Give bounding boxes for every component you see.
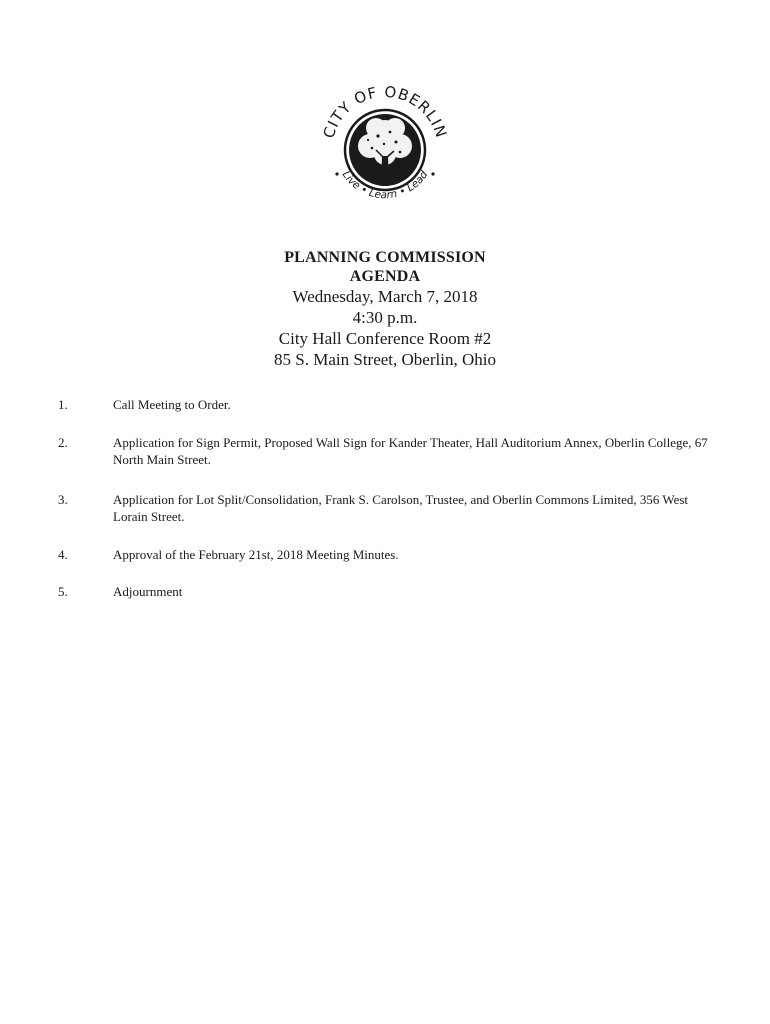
item-text: Call Meeting to Order. xyxy=(113,397,231,412)
meeting-date: Wednesday, March 7, 2018 xyxy=(292,287,478,306)
meeting-address: 85 S. Main Street, Oberlin, Ohio xyxy=(274,350,496,369)
item-text: Approval of the February 21st, 2018 Meeting Minutes. xyxy=(113,547,399,562)
agenda-item xyxy=(58,491,718,525)
commission-title: PLANNING COMMISSION xyxy=(284,249,486,266)
item-number: 2. xyxy=(58,435,68,450)
item-number: 1. xyxy=(58,397,68,412)
svg-text:CITY OF OBERLIN: CITY OF OBERLIN xyxy=(319,82,451,141)
item-number: 4. xyxy=(58,547,68,562)
item-number: 3. xyxy=(58,492,68,507)
meeting-room: City Hall Conference Room #2 xyxy=(278,329,492,348)
agenda-item xyxy=(58,546,718,563)
agenda-title: AGENDA xyxy=(349,268,421,285)
agenda-item xyxy=(58,434,718,468)
svg-text:Live • Learn • Lead: Live • Learn • Lead xyxy=(339,168,431,202)
meeting-time: 4:30 p.m. xyxy=(352,308,418,327)
item-text: Application for Lot Split/Consolidation, Frank S. Carolson, Trustee, and Oberlin Commons Limited, 356 West Lorain Street. xyxy=(113,492,689,524)
item-text: Application for Sign Permit, Proposed Wall Sign for Kander Theater, Hall Auditorium Annex, Oberlin College, 67 North Main Street. xyxy=(113,435,708,467)
agenda-header xyxy=(0,248,770,370)
item-number: 5. xyxy=(58,584,68,599)
agenda-item xyxy=(58,583,718,600)
city-seal-logo xyxy=(310,72,460,222)
agenda-item xyxy=(58,396,718,413)
item-text: Adjournment xyxy=(113,584,183,599)
